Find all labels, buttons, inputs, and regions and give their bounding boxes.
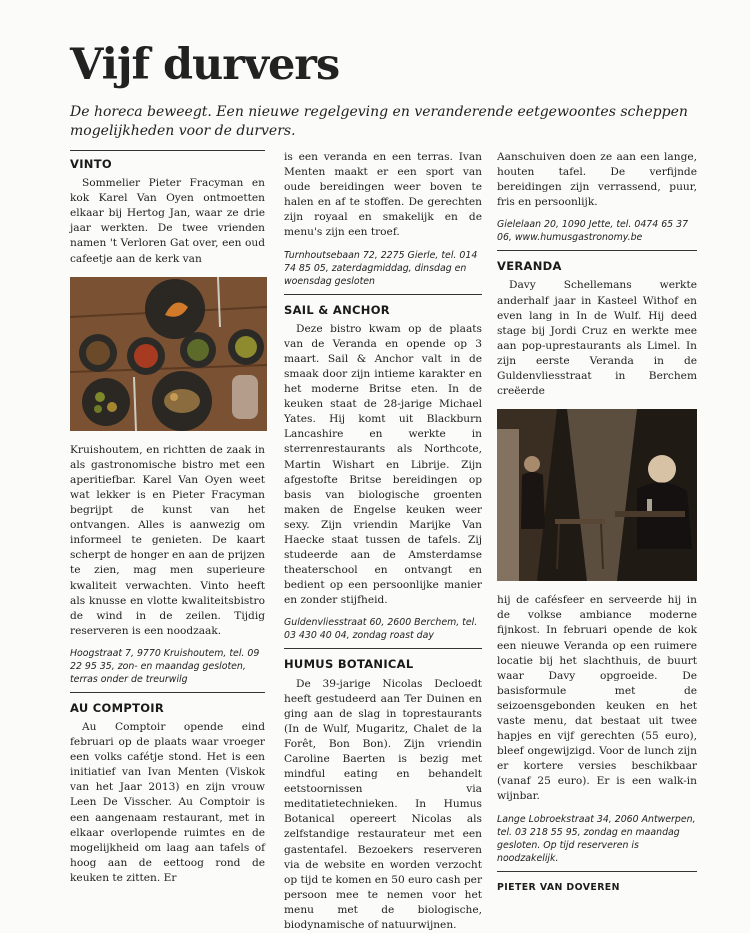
vinto-paragraph-2: Kruishoutem, en richtten de zaak in als gastronomische bistro met een aperitiefbar. Karel Van Oyen weet wat lekker is en Pieter Fracyman begrijpt de kunst van het ontvangen. Alles is aanwezig om informeel te genieten. De kaart scherpt de honger en aan de prijzen te zien, mag men superieure kwaliteit verwachten. Vinto heeft als knusse en vlotte kwaliteitsbistro de wind in de zeilen. Tijdig reserveren is een noodzaak. — [70, 443, 265, 637]
column-3 — [497, 150, 697, 895]
divider — [497, 250, 697, 251]
divider — [70, 692, 265, 693]
sail-paragraph: Deze bistro kwam op de plaats van de Veranda en opende op 3 maart. Sail & Anchor valt in de smaak door zijn intieme karakter en het moderne Britse eten. In de keuken staat de 28-jarige Michael Yates. Hij komt uit Blackburn Lancashire en werkte in sterrenrestaurants als Northcote, Martin Wishart en Librije. Zijn afgestofte Britse bereidingen op basis van biologische groenten maken de Engelse keuken weer sexy. Zijn vriendin Marijke Van Haecke staat tussen de tafels. Zij studeerde aan de Amsterdamse theaterschool en ontvangt en bedient op een persoonlijke manier en zonder stijfheid. — [284, 322, 482, 607]
veranda-interior-photo — [497, 409, 697, 581]
column-1 — [70, 150, 265, 886]
veranda-address: Lange Lobroekstraat 34, 2060 Antwerpen, tel. 03 218 55 95, zondag en maandag gesloten. Op tijd reserveren is noodzakelijk. — [497, 813, 696, 864]
section-heading-vinto: VINTO — [70, 157, 112, 171]
section-heading-sail-anchor: SAIL & ANCHOR — [284, 302, 390, 317]
restaurant-interior-illustration — [497, 409, 697, 581]
author-byline: PIETER VAN DOVEREN — [497, 881, 620, 893]
divider — [497, 871, 697, 872]
veranda-paragraph-1: Davy Schellemans werkte anderhalf jaar in Kasteel Withof en even lang in In de Wulf. Hij deed stage bij Jordi Cruz en werkte mee aan pop-uprestaurants als Limel. In zijn eerste Veranda in de Guldenvliesstraat in Berchem creëerde — [497, 279, 697, 398]
section-heading-humus-botanical: HUMUS BOTANICAL — [284, 657, 414, 672]
column-2 — [284, 150, 482, 933]
comptoir-paragraph: Au Comptoir opende eind februari op de plaats waar vroeger een volks cafétje stond. Het is een initiatief van Ivan Menten (Viskok van het Jaar 2013) en zijn vrouw Leen De Visscher. Au Comptoir is een aangenaam restaurant, met in elkaar overlopende ruimtes en de mogelijkheid om laag aan tafels of hoog aan de eettoog rond de keuken te zitten. Er — [70, 720, 265, 884]
sail-address: Guldenvliesstraat 60, 2600 Berchem, tel. 03 430 40 04, zondag roast day — [284, 617, 478, 642]
veranda-paragraph-2: hij de cafésfeer en serveerde hij in de volkse ambiance moderne fijnkost. In februari opende de kok een nieuwe Veranda op een ruimere locatie bij het slachthuis, de buurt waar Davy opgroeide. De basisformule met de seizoensgebonden keuken en het vaste menu, dat bestaat uit twee hapjes en vijf gerechten (55 euro), bleef ongewijzigd. Voor de lunch zijn er kortere versies beschikbaar (vanaf 25 euro). Er is een walk-in wijnbar. — [497, 594, 697, 803]
humus-address: Gielelaan 20, 1090 Jette, tel. 0474 65 37 06, www.humusgastronomy.be — [497, 219, 689, 244]
divider — [284, 294, 482, 295]
vinto-address: Hoogstraat 7, 9770 Kruishoutem, tel. 09 22 95 35, zon- en maandag gesloten, terras onder de treurwilg — [70, 647, 260, 685]
divider — [70, 150, 265, 151]
lead-intro: De horeca beweegt. Een nieuwe regelgeving en veranderende eetgewoontes scheppen mogelijkheden voor de durvers. — [70, 104, 688, 139]
section-heading-au-comptoir: AU COMPTOIR — [70, 700, 165, 715]
humus-paragraph: De 39-jarige Nicolas Decloedt heeft gestudeerd aan Ter Duinen en ging aan de slag in toprestaurants (In de Wulf, Mugaritz, Chalet de la Forêt, Bon Bon). Zijn vriendin Caroline Baerten is bezig met mindful eating en behandelt eetstoornissen via meditatietechnieken. In Humus Botanical opereert Nicolas als zelfstandige restaurateur met een gastentafel. Bezoekers reserveren via de website en worden verzocht op tijd te komen en 50 euro cash per persoon mee te nemen voor het menu met de biologische, biodynamische of natuurwijnen. — [284, 677, 483, 932]
vinto-food-photo — [70, 277, 267, 431]
divider — [284, 648, 482, 649]
page-title: Vijf durvers — [70, 40, 340, 90]
food-plates-illustration — [70, 277, 267, 431]
vinto-paragraph-1: Sommelier Pieter Fracyman en kok Karel Van Oyen ontmoetten elkaar bij Hertog Jan, waar ze drie jaar werkten. De twee vrienden namen 't Verloren Gat over, een oud cafeetje aan de kerk van — [70, 177, 265, 265]
comptoir-continued: is een veranda en een terras. Ivan Menten maakt er een sport van oude bereidingen weer boven te halen en af te stoffen. De gerechten zijn royaal en smakelijk en de menu's zijn een troef. — [284, 151, 482, 239]
section-heading-veranda: VERANDA — [497, 259, 562, 274]
comptoir-address: Turnhoutsebaan 72, 2275 Gierle, tel. 014 74 85 05, zaterdagmiddag, dinsdag en woensdag gesloten — [284, 249, 478, 287]
humus-continued: Aanschuiven doen ze aan een lange, houten tafel. De verfijnde bereidingen zijn verrassend, puur, fris en persoonlijk. — [497, 151, 697, 209]
